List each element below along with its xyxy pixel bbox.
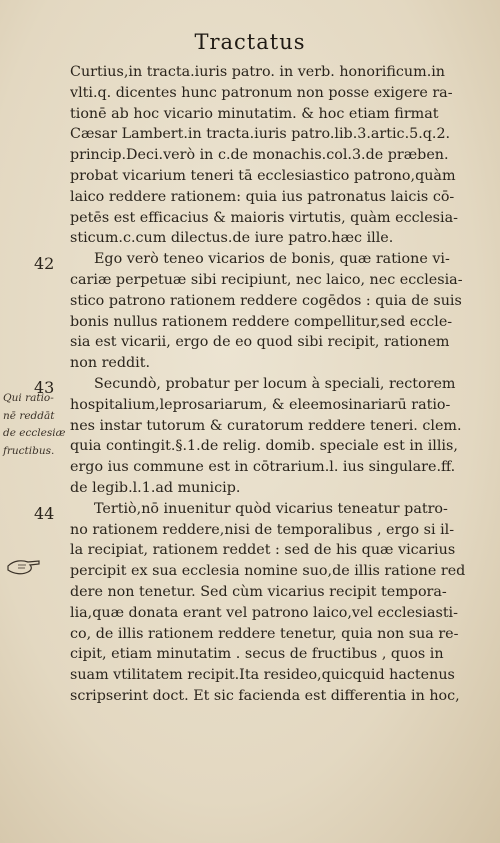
text-line: nes instar tutorum & curatorum reddere teneri. clem.	[70, 417, 462, 434]
text-line: bonis nullus rationem reddere compellitur,sed eccle-	[70, 313, 453, 330]
running-head: Tractatus	[194, 30, 306, 54]
text-line: sia est vicarii, ergo de eo quod sibi recipit, rationem	[70, 334, 450, 351]
margin-note	[3, 390, 69, 460]
margin-note-line: nē reddāt	[3, 409, 55, 422]
text-line: stico patrono rationem reddere cogēdos : quia de suis	[70, 292, 462, 309]
text-line: de legib.l.1.ad municip.	[70, 479, 241, 496]
text-line: percipit ex sua ecclesia nomine suo,de illis ratione red	[70, 563, 466, 580]
text-line: Curtius,in tracta.iuris patro. in verb. honorificum.in	[70, 64, 446, 80]
text-line: petēs est efficacius & maioris virtutis, quàm ecclesia-	[70, 209, 458, 226]
text-line: vlti.q. dicentes hunc patronum non posse exigere ra-	[70, 84, 453, 101]
text-line: ergo ius commune est in cōtrarium.l. ius singulare.ff.	[70, 459, 456, 476]
section-number-44: 44	[34, 504, 55, 523]
text-line: Secundò, probatur per locum à speciali, rectorem	[94, 375, 456, 392]
margin-note-line: Qui ratio-	[3, 392, 54, 404]
text-line: sticum.c.cum dilectus.de iure patro.hæc ille.	[70, 230, 394, 247]
margin-note-line: de ecclesiæ	[3, 427, 66, 439]
text-line: hospitalium,leprosariarum, & eleemosinariarū ratio-	[70, 396, 451, 413]
section-number-43: 43	[34, 378, 55, 397]
section-number-42: 42	[34, 254, 55, 273]
text-line: Cæsar Lambert.in tracta.iuris patro.lib.3.artic.5.q.2.	[70, 126, 451, 143]
text-line: Ego verò teneo vicarios de bonis, quæ ratione vi-	[94, 251, 450, 268]
text-line: co, de illis rationem reddere tenetur, quia non sua re-	[70, 625, 459, 642]
text-line: tionē ab hoc vicario minutatim. & hoc etiam firmat	[70, 105, 439, 122]
text-line: princip.Deci.verò in c.de monachis.col.3.de præben.	[70, 147, 449, 164]
body-text	[70, 62, 470, 707]
text-line: lia,quæ donata erant vel patrono laico,vel ecclesiasti-	[70, 604, 458, 621]
text-line: non reddit.	[70, 355, 151, 372]
text-line: suam vtilitatem recipit.Ita resideo,quicquid hactenus	[70, 667, 455, 684]
text-line: la recipiat, rationem reddet : sed de his quæ vicarius	[70, 542, 456, 559]
text-line: quia contingit.§.1.de relig. domib. speciale est in illis,	[70, 438, 458, 455]
pointing-hand-icon	[6, 548, 40, 578]
text-line: cariæ perpetuæ sibi recipiunt, nec laico, nec ecclesia-	[70, 271, 463, 288]
text-line: scripserint doct. Et sic facienda est differentia in hoc,	[70, 687, 460, 704]
text-line: cipit, etiam minutatim . secus de fructibus , quos in	[70, 646, 444, 663]
text-line: probat vicarium teneri tā ecclesiastico patrono,quàm	[70, 167, 456, 184]
text-line: no rationem reddere,nisi de temporalibus , ergo si il-	[70, 521, 455, 538]
margin-note-line: fructibus.	[3, 444, 55, 457]
text-line: Tertiò,nō inuenitur quòd vicarius teneatur patro-	[94, 500, 448, 517]
text-line: laico reddere rationem: quia ius patronatus laicis cō-	[70, 188, 455, 205]
text-line: dere non tenetur. Sed cùm vicarius recipit tempora-	[70, 583, 447, 600]
